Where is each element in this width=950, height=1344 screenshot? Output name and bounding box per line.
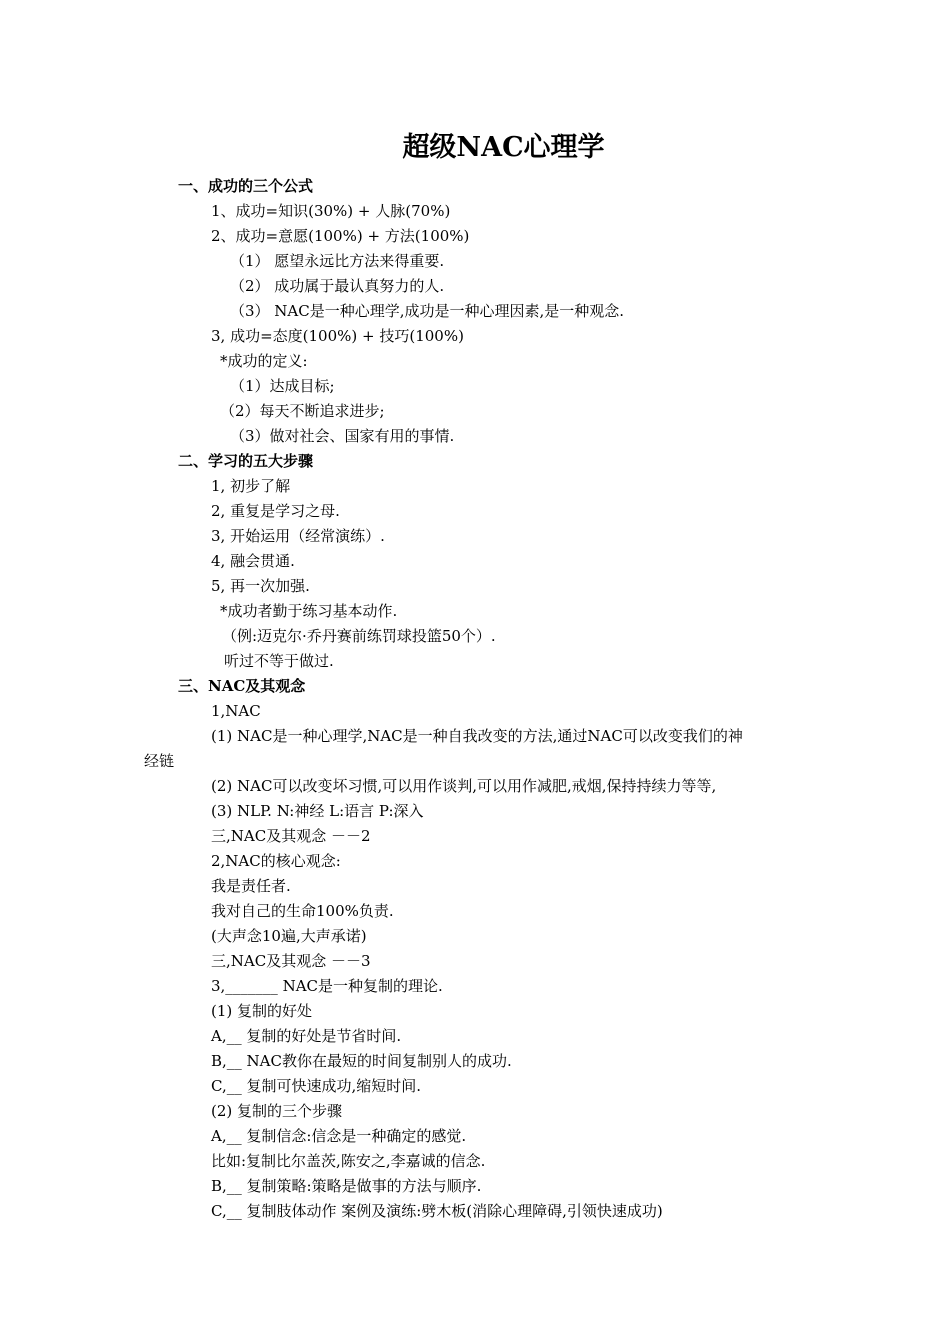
text-line: 5, 再一次加强.: [211, 577, 310, 595]
text-line: B,__ 复制策略:策略是做事的方法与顺序.: [211, 1177, 482, 1195]
text-line: （1）达成目标;: [230, 377, 335, 395]
text-line: 3,_______ NAC是一种复制的理论.: [211, 977, 443, 995]
text-line: （例:迈克尔·乔丹赛前练罚球投篮50个）.: [222, 627, 496, 645]
text-line: （2） 成功属于最认真努力的人.: [230, 277, 445, 295]
text-line: 1, 初步了解: [211, 477, 291, 495]
text-line: 比如:复制比尔盖茨,陈安之,李嘉诚的信念.: [211, 1152, 486, 1170]
text-line: 我对自己的生命100%负责.: [211, 902, 394, 920]
text-line: 3, 开始运用（经常演练）.: [211, 527, 385, 545]
text-line: 经链: [144, 752, 175, 770]
text-line: C,__ 复制肢体动作 案例及演练:劈木板(消除心理障碍,引领快速成功): [211, 1202, 663, 1220]
text-line: B,__ NAC教你在最短的时间复制别人的成功.: [211, 1052, 512, 1070]
text-line: C,__ 复制可快速成功,缩短时间.: [211, 1077, 422, 1095]
text-line: （2）每天不断追求进步;: [220, 402, 385, 420]
text-line: (3) NLP. N:神经 L:语言 P:深入: [211, 802, 424, 820]
section-heading: 二、学习的五大步骤: [178, 452, 314, 470]
text-line: （3） NAC是一种心理学,成功是一种心理因素,是一种观念.: [230, 302, 625, 320]
text-line: A,__ 复制信念:信念是一种确定的感觉.: [211, 1127, 467, 1145]
text-line: A,__ 复制的好处是节省时间.: [211, 1027, 402, 1045]
text-line: 三,NAC及其观念 －－3: [211, 952, 371, 970]
text-line: (大声念10遍,大声承诺): [211, 927, 367, 945]
page-title: 超级NAC心理学: [402, 132, 605, 163]
text-line: 我是责任者.: [211, 877, 291, 895]
text-line: (2) 复制的三个步骤: [211, 1102, 343, 1120]
text-line: 1,NAC: [211, 702, 261, 720]
text-line: （1） 愿望永远比方法来得重要.: [230, 252, 445, 270]
text-line: 2、成功=意愿(100%) + 方法(100%): [211, 227, 470, 245]
text-line: (2) NAC可以改变坏习惯,可以用作谈判,可以用作减肥,戒烟,保持持续力等等,: [211, 777, 717, 795]
text-line: 3, 成功=态度(100%) + 技巧(100%): [211, 327, 464, 345]
text-line: (1) 复制的好处: [211, 1002, 313, 1020]
text-line: 4, 融会贯通.: [211, 552, 295, 570]
text-line: （3）做对社会、国家有用的事情.: [230, 427, 455, 445]
text-line: 听过不等于做过.: [224, 652, 334, 670]
text-line: 1、成功=知识(30%) + 人脉(70%): [211, 202, 451, 220]
text-line: *成功的定义:: [220, 352, 308, 370]
section-heading: 一、成功的三个公式: [178, 177, 314, 195]
text-line: (1) NAC是一种心理学,NAC是一种自我改变的方法,通过NAC可以改变我们的神: [211, 727, 743, 745]
text-line: 2,NAC的核心观念:: [211, 852, 341, 870]
text-line: 三,NAC及其观念 －－2: [211, 827, 371, 845]
text-line: 2, 重复是学习之母.: [211, 502, 340, 520]
text-line: *成功者勤于练习基本动作.: [220, 602, 398, 620]
section-heading: 三、NAC及其观念: [178, 677, 306, 695]
